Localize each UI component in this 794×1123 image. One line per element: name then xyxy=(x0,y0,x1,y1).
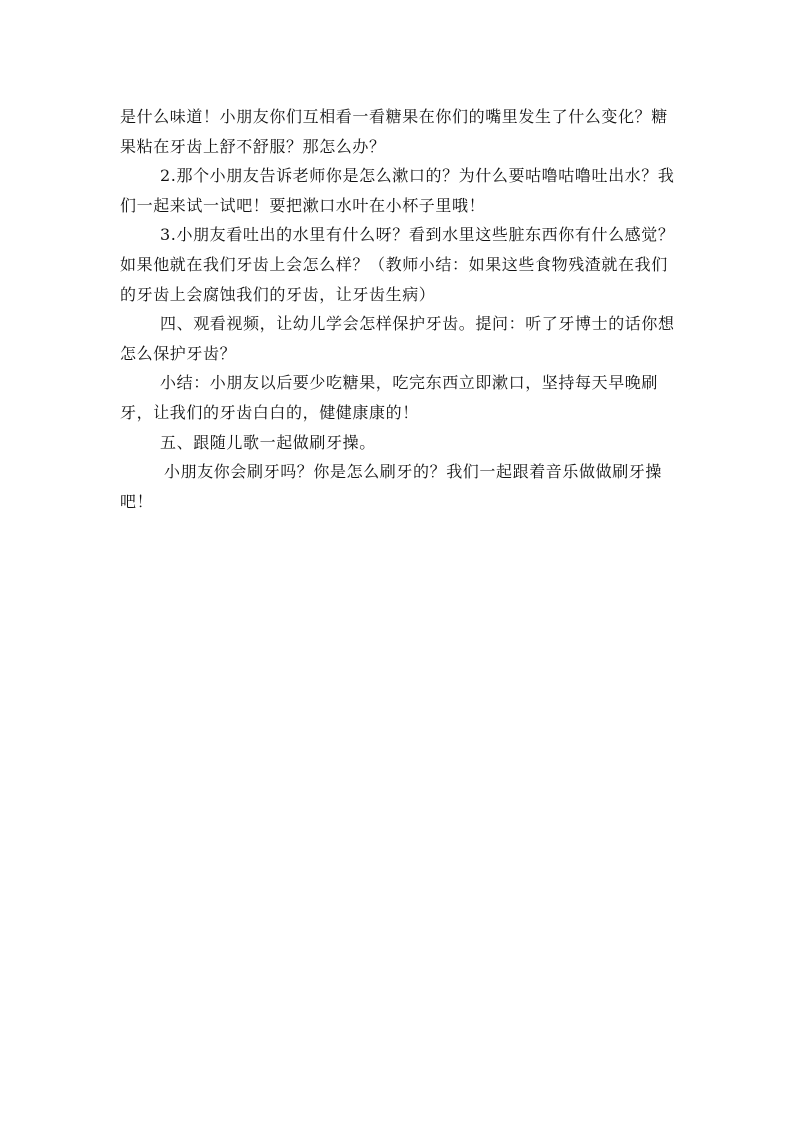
paragraph-step-3: 3.小朋友看吐出的水里有什么呀？看到水里这些脏东西你有什么感觉？如果他就在我们牙齿上会怎么样？（教师小结：如果这些食物残渣就在我们的牙齿上会腐蚀我们的牙齿，让牙齿生病） xyxy=(120,225,675,304)
paragraph-section-5: 五、跟随儿歌一起做刷牙操。 xyxy=(160,432,376,452)
paragraph-continuation: 是什么味道！小朋友你们互相看一看糖果在你们的嘴里发生了什么变化？糖果粘在牙齿上舒不舒服？那怎么办？ xyxy=(120,107,668,156)
paragraph-closing: 小朋友你会刷牙吗？你是怎么刷牙的？我们一起跟着音乐做做刷牙操吧！ xyxy=(120,462,663,511)
paragraph-summary: 小结：小朋友以后要少吃糖果，吃完东西立即漱口，坚持每天早晚刷牙，让我们的牙齿白白的，健健康康的！ xyxy=(120,373,659,422)
document-body xyxy=(120,102,680,516)
paragraph-step-2: 2.那个小朋友告诉老师你是怎么漱口的？为什么要咕噜咕噜吐出水？我们一起来试一试吧！要把漱口水叶在小杯子里哦！ xyxy=(120,166,675,215)
paragraph-section-4: 四、观看视频，让幼儿学会怎样保护牙齿。提问：听了牙博士的话你想怎么保护牙齿？ xyxy=(120,314,675,363)
